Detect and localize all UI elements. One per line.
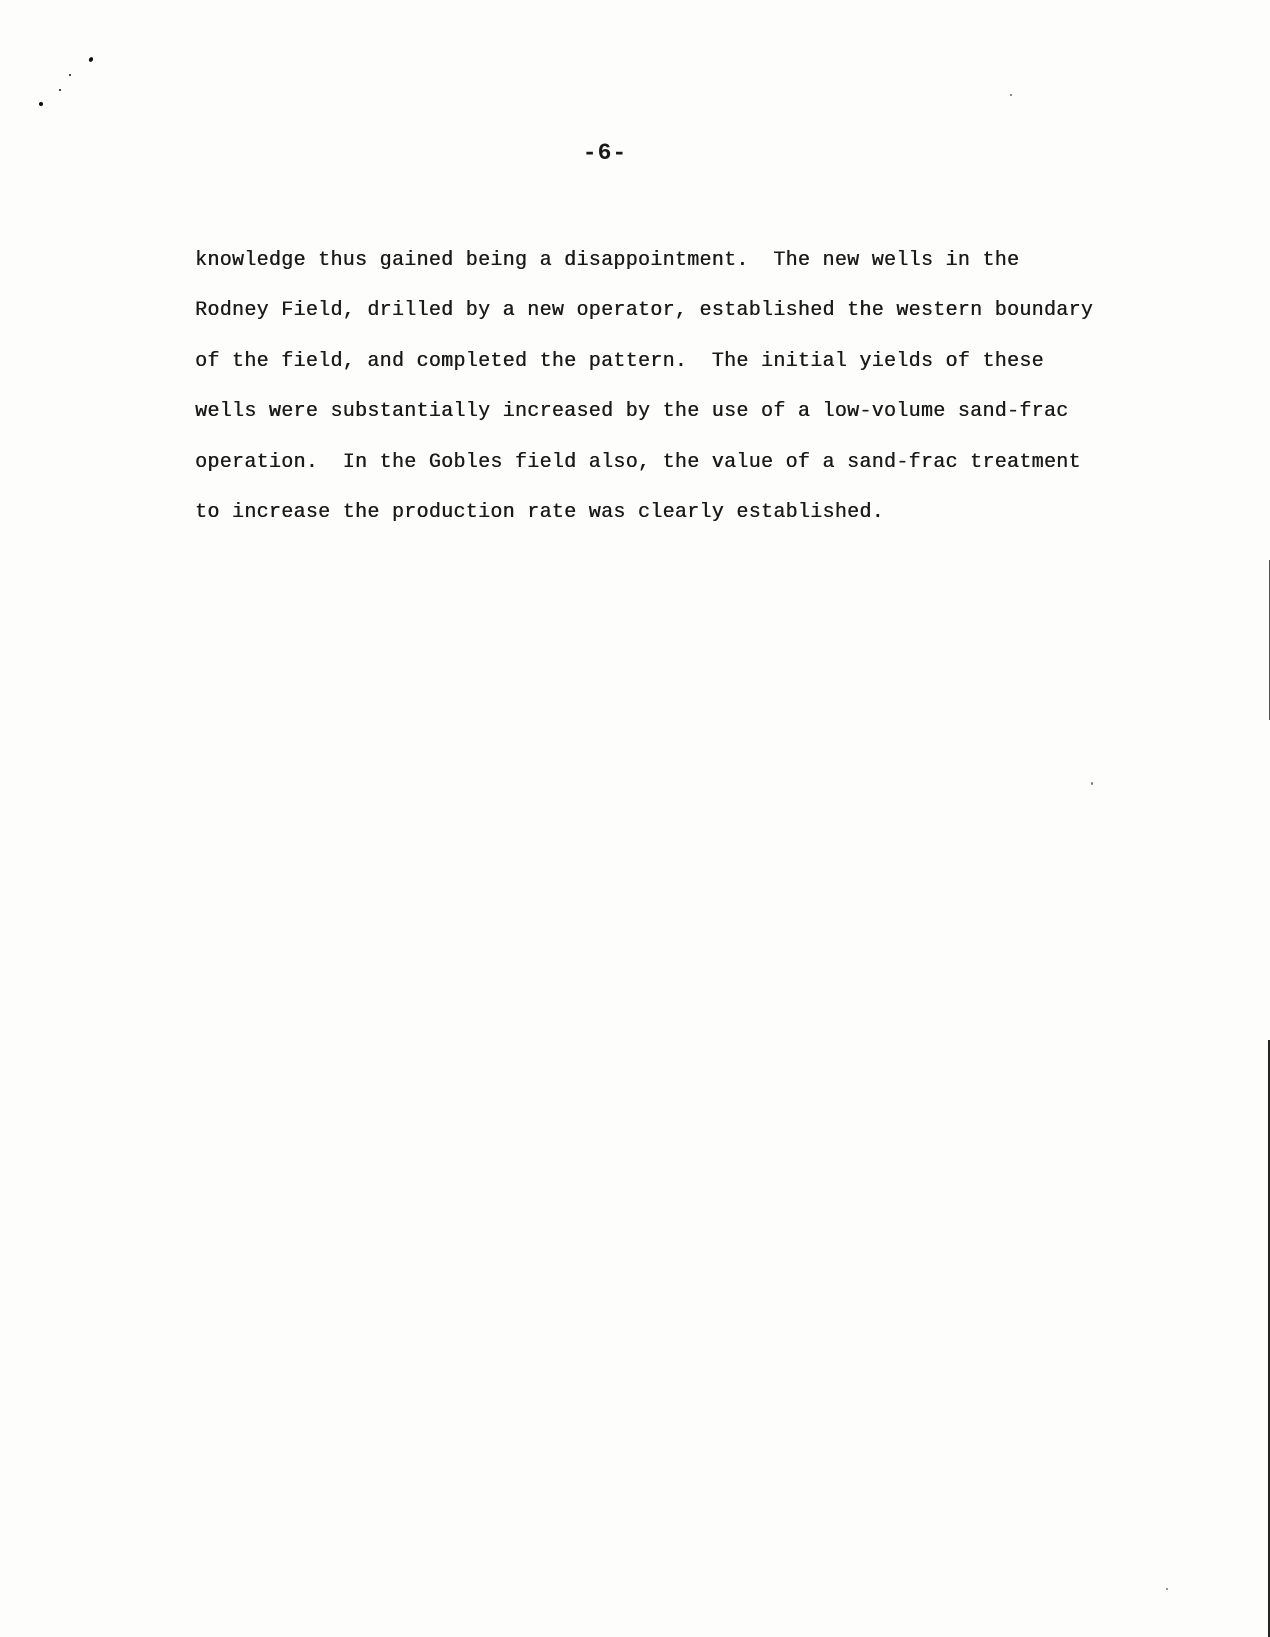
scan-speck: [1010, 94, 1012, 96]
scan-speck: [1166, 1588, 1168, 1590]
body-line: wells were substantially increased by the use of a low-volume sand-frac: [195, 400, 1069, 424]
body-line: knowledge thus gained being a disappointment. The new wells in the: [195, 249, 1020, 272]
scan-speck: [1091, 782, 1093, 785]
body-paragraph: [195, 236, 1195, 538]
body-line: operation. In the Gobles field also, the value of a sand-frac treatment: [195, 450, 1081, 474]
page-number: -6-: [582, 140, 628, 166]
body-line: of the field, and completed the pattern. The initial yields of these: [195, 349, 1044, 373]
body-line: to increase the production rate was clearly established.: [195, 501, 884, 525]
body-line: Rodney Field, drilled by a new operator, established the western boundary: [195, 299, 1094, 323]
scan-speck: [69, 74, 71, 76]
scan-speck: [88, 56, 94, 62]
scan-speck: [59, 89, 61, 91]
scan-speck: [39, 102, 43, 106]
